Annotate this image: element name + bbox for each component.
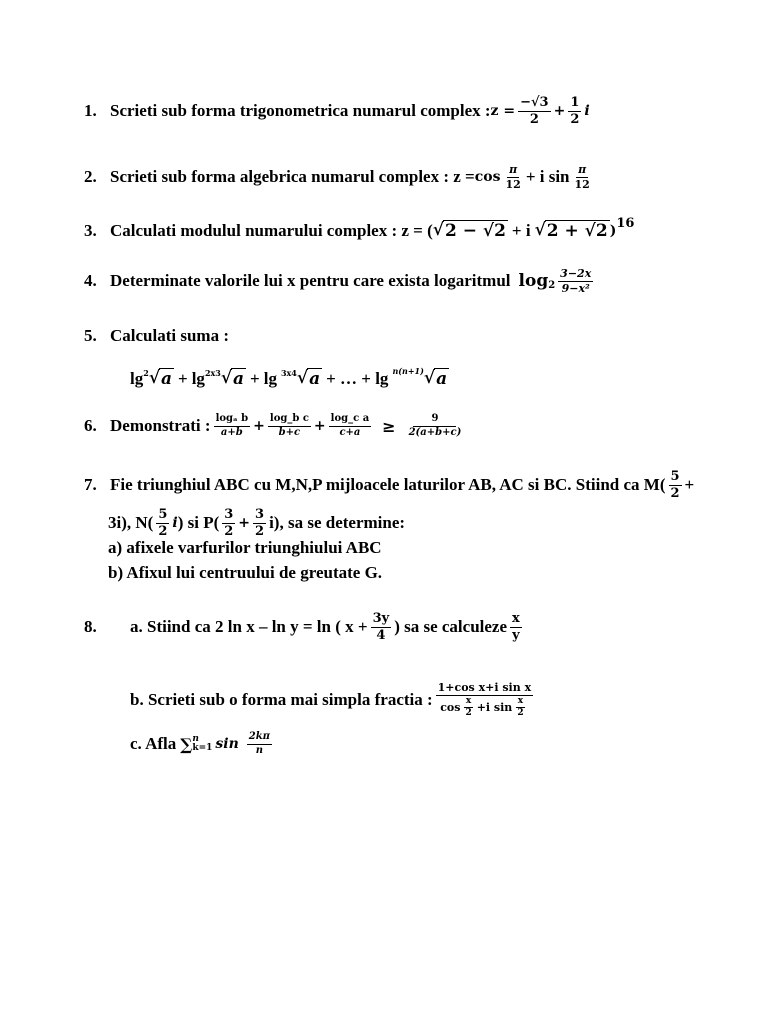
sqrt: √ a [296, 368, 321, 389]
fraction: $\frac{1}{2}$ [570, 95, 580, 127]
item-6 [84, 414, 466, 438]
sin: sin [215, 736, 239, 752]
item-number: 5. [84, 326, 97, 345]
item-number: 6. [84, 416, 97, 435]
item-4 [84, 268, 596, 294]
item-text: c. Afla [130, 734, 177, 753]
ellipsis-lg: + … + lg [326, 368, 389, 388]
lg: lg [130, 368, 144, 388]
root-index: n(n+1) [392, 365, 424, 376]
imag-unit: i [584, 103, 590, 120]
sigma-limits: n k=1 [192, 734, 213, 753]
fraction: $\frac{x}{y}$ [512, 611, 520, 643]
text: 3i), N( [108, 513, 154, 533]
plus-i: + i [511, 220, 531, 240]
log-base: 2 [548, 279, 556, 291]
fraction: $\frac{5}{2}$ [670, 469, 680, 501]
fraction: $\frac{\pi}{12}$ [505, 163, 521, 191]
plus: + [250, 368, 260, 388]
geq: ≥ [382, 416, 396, 436]
plus: + [253, 418, 265, 434]
fraction: $\frac{3}{2}$ [224, 507, 234, 539]
item-1 [84, 96, 590, 126]
item-text: ) sa se calculeze [394, 617, 508, 637]
item-7-a: a) afixele varfurilor triunghiului ABC [108, 538, 382, 557]
sqrt: √ 2 + √2 [534, 220, 608, 241]
fraction: $\frac{3y}{4}$ [372, 611, 390, 643]
plus: + [238, 515, 251, 532]
item-5 [84, 326, 229, 346]
root-index: 3x4 [280, 367, 297, 378]
sum-expression [130, 365, 449, 389]
fraction: $\frac{\pi}{12}$ [574, 163, 590, 191]
plus: + [684, 475, 695, 495]
item-text: Scrieti sub forma trigonometrica numarul complex : [110, 101, 491, 121]
root-index: 2 [143, 367, 149, 378]
item-text: Scrieti sub forma algebrica numarul complex : z = [110, 167, 475, 187]
fraction: $\frac{9}{2(a+b+c)}$ [408, 413, 462, 438]
item-8-c [130, 732, 275, 756]
item-text: Fie triunghiul ABC cu M,N,P mijloacele laturilor AB, AC si BC. Stiind ca M( [110, 475, 666, 495]
close-paren: ) [609, 222, 617, 239]
fraction: 1+cos x+i sin x cos $\frac{x}{2}$ +i sin $\frac{x}{2}$ [437, 681, 532, 718]
item-text: Determinate valorile lui x pentru care exista logaritmul [110, 271, 511, 291]
item-text: Calculati modulul numarului complex : z = ( [110, 220, 433, 240]
item-text: b. Scrieti sub o forma mai simpla fractia : [130, 690, 433, 710]
fraction: $\frac{2k\pi}{n}$ [248, 731, 270, 756]
plus: + [313, 418, 326, 434]
item-number: 8. [84, 617, 97, 637]
lg: lg [191, 368, 205, 388]
fraction: $\frac{5}{2}$ [158, 507, 168, 539]
sqrt: √ a [220, 368, 245, 389]
item-2 [84, 164, 595, 190]
item-7-line-1 [84, 470, 694, 500]
fraction: $\frac{-√3}{2}$ [520, 95, 549, 127]
item-number: 4. [84, 271, 97, 291]
item-text: a. Stiind ca 2 ln x – ln y = ln ( x + [130, 617, 368, 637]
fraction: $\frac{\text{logₐ b}}{a+b}$ [215, 413, 249, 438]
item-7-b: b) Afixul lui centruului de greutate G. [108, 563, 383, 582]
plus: + [178, 368, 188, 388]
fraction: $\frac{\text{log\_b c}}{b+c}$ [269, 413, 309, 438]
item-8-b [130, 682, 536, 718]
plus: + [553, 103, 566, 120]
root-index: 2x3 [204, 367, 221, 378]
item-text: Calculati suma : [110, 326, 229, 345]
sqrt: √ a [423, 368, 448, 389]
fraction: $\frac{3-2x}{\text{9−x²}}$ [560, 267, 592, 295]
cos: cos [474, 169, 501, 186]
imag-unit: i [172, 515, 178, 532]
plus-i-sin: + i sin [525, 167, 570, 187]
text: i), sa se determine: [269, 513, 406, 533]
sigma: ∑ [180, 734, 193, 754]
fraction: $\frac{\text{log\_c a}}{c+a}$ [330, 413, 370, 438]
item-number: 1. [84, 101, 97, 121]
item-7-line-2 [108, 508, 405, 538]
item-number: 7. [84, 475, 97, 495]
item-3 [84, 216, 635, 241]
item-number: 3. [84, 220, 97, 240]
sqrt: √ 2 − √2 [432, 220, 506, 241]
sqrt: √ a [148, 368, 173, 389]
text: ) si P( [177, 513, 220, 533]
lg: lg [263, 368, 277, 388]
lhs: z = [490, 103, 516, 120]
item-text: Demonstrati : [110, 416, 211, 435]
fraction: $\frac{3}{2}$ [255, 507, 265, 539]
log: log [518, 271, 549, 292]
item-8-a [84, 612, 525, 642]
item-number: 2. [84, 167, 97, 187]
exponent: 16 [616, 216, 635, 231]
